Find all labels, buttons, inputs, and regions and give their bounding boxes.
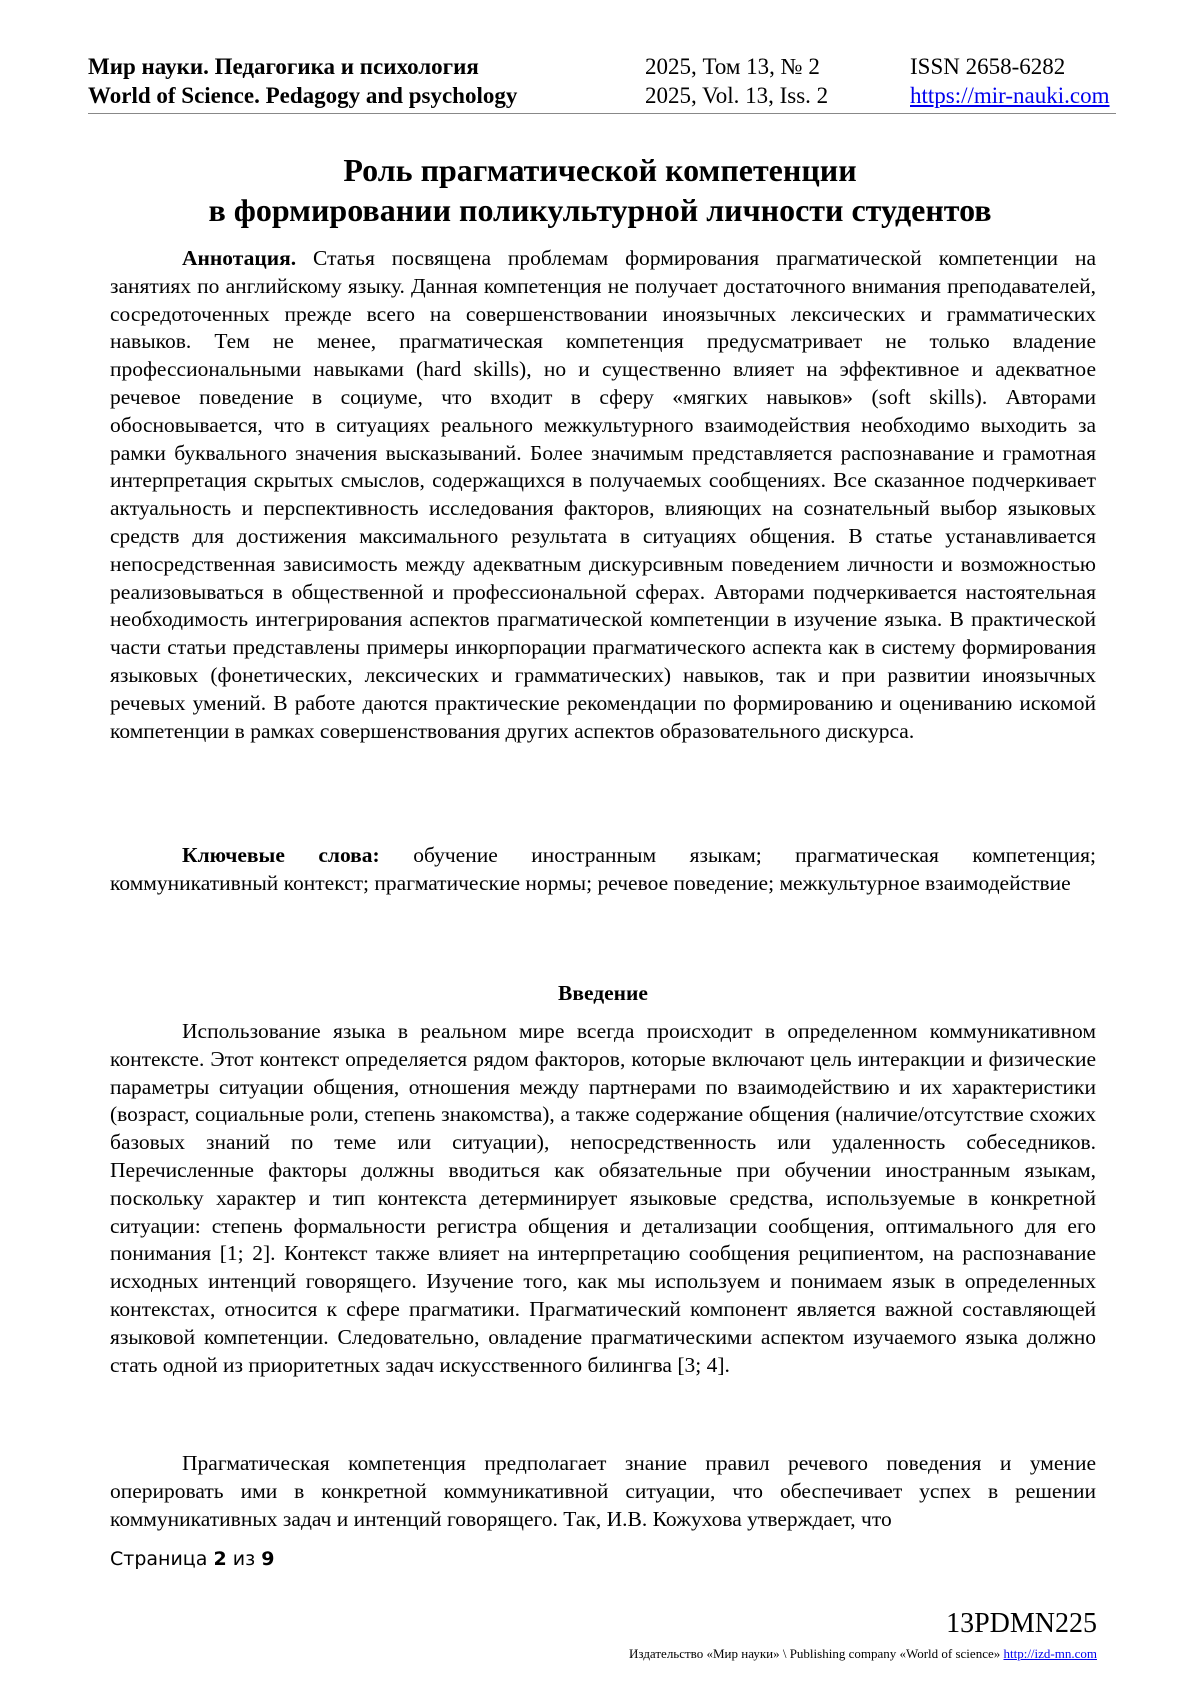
page-separator: из: [232, 1548, 256, 1570]
journal-name-ru: Мир науки. Педагогика и психология: [88, 54, 479, 79]
issue-info: [645, 52, 828, 110]
page-prefix: Страница: [110, 1548, 208, 1570]
paragraph-1: Использование языка в реальном мире всегда происходит в определенном коммуникативном контексте. Этот контекст определяется рядом факторов, которые включают цель интеракции и физические параметры ситуации общения, отношения между партнерами по взаимодействию и их характеристики (возраст, социальные роли, степень знакомства), а также содержание общения (наличие/отсутствие схожих базовых знаний по теме или ситуации), непосредственность или удаленность собеседников. Перечисленные факторы должны вводиться как обязательные при обучении иностранным языкам, поскольку характер и тип контекста детерминирует языковые средства, используемые в конкретной ситуации: степень формальности регистра общения и детализации сообщения, оптимального для его понимания [1; 2]. Контекст также влияет на интерпретацию сообщения реципиентом, на распознавание исходных интенций говорящего. Изучение того, как мы используем и понимаем язык в определенных контекстах, относится к сфере прагматики. Прагматический компонент является важной составляющей языковой компетенции. Следовательно, овладение прагматическими аспектом изучаемого языка должно стать одной из приоритетных задач искусственного билингва [3; 4].: [110, 1019, 1096, 1377]
section-title: Введение: [558, 981, 648, 1005]
issue-en: 2025, Vol. 13, Iss. 2: [645, 83, 829, 108]
paragraph-2: Прагматическая компетенция предполагает знание правил речевого поведения и умение оперировать ими в конкретной коммуникативной ситуации, что обеспечивает успех в решении коммуникативных задач и интенций говорящего. Так, И.В. Кожухова утверждает, что: [110, 1451, 1096, 1531]
page-counter: [110, 1548, 274, 1570]
journal-name-en: World of Science. Pedagogy and psychology: [88, 83, 518, 108]
keywords-label: Ключевые слова:: [182, 843, 380, 867]
journal-name: [88, 52, 517, 110]
journal-url-link[interactable]: https://mir-nauki.com: [910, 83, 1110, 108]
header-divider: [88, 113, 1116, 114]
abstract-text: Статья посвящена проблемам формирования прагматической компетенции на занятиях по английскому языку. Данная компетенция не получает достаточного внимания преподавателей, сосредоточенных прежде всего на совершенствовании иноязычных лексических и грамматических навыков. Тем не менее, прагматическая компетенция предусматривает не только владение профессиональными навыками (hard skills), но и существенно влияет на эффективное и адекватное речевое поведение в социуме, что входит в сферу «мягких навыков» (soft skills). Авторами обосновывается, что в ситуациях реального межкультурного взаимодействия необходимо выходить за рамки буквального значения высказываний. Более значимым представляется распознавание и грамотная интерпретация скрытых смыслов, содержащихся в получаемых сообщениях. Все сказанное подчеркивает актуальность и перспективность исследования факторов, влияющих на сознательный выбор языковых средств для достижения максимального результата в ситуациях общения. В статье устанавливается непосредственная зависимость между адекватным дискурсивным поведением личности и возможностью реализовываться в общественной и профессиональной сферах. Авторами подчеркивается настоятельная необходимость интегрирования аспектов прагматической компетенции в изучение языка. В практической части статьи представлены примеры инкорпорации прагматического аспекта как в систему формирования языковых (фонетических, лексических и грамматических) навыков, так и при развитии иноязычных речевых умений. В работе даются практические рекомендации по формированию и оцениванию искомой компетенции в рамках совершенствования других аспектов образовательного дискурса.: [110, 246, 1096, 743]
issn: ISSN 2658-6282: [910, 54, 1066, 79]
publisher-line: [629, 1646, 1097, 1662]
page-total: 9: [261, 1548, 275, 1570]
publisher-url-link[interactable]: http://izd-mn.com: [1003, 1646, 1097, 1661]
issn-block: [910, 52, 1110, 110]
abstract: [110, 245, 1096, 745]
title-line-1: Роль прагматической компетенции: [343, 152, 857, 188]
page-current: 2: [213, 1548, 227, 1570]
keywords-text: обучение иностранным языкам; прагматическая компетенция; коммуникативный контекст; прагматические нормы; речевое поведение; межкультурное взаимодействие: [110, 843, 1096, 895]
keywords: [110, 842, 1096, 898]
issue-ru: 2025, Том 13, № 2: [645, 54, 820, 79]
article-title: [88, 150, 1112, 230]
abstract-label: Аннотация.: [182, 246, 297, 270]
publisher-text: Издательство «Мир науки» \ Publishing company «World of science»: [629, 1646, 1001, 1661]
title-line-2: в формировании поликультурной личности студентов: [208, 192, 992, 228]
article-code: 13PDMN225: [946, 1608, 1097, 1639]
